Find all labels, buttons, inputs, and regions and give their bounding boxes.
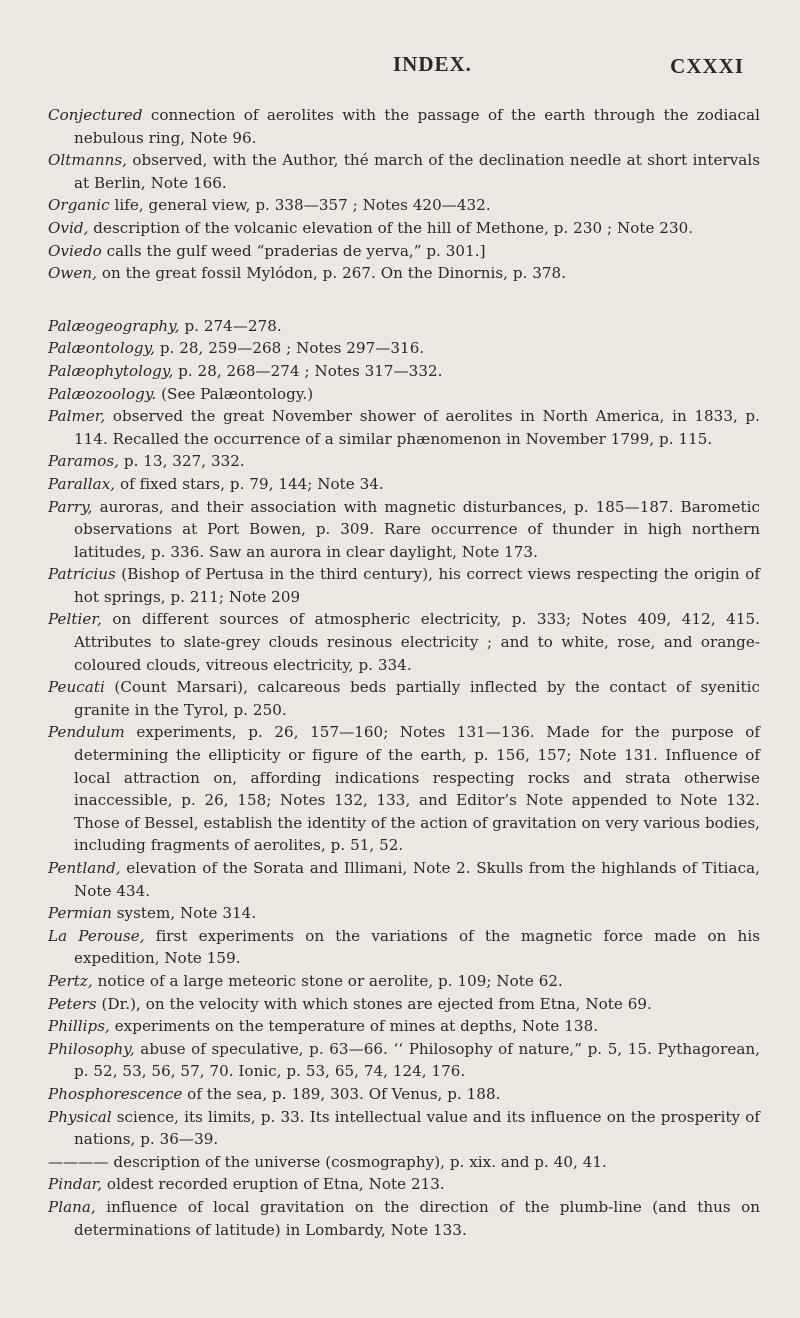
index-entry-heading: Pertz, (48, 971, 93, 990)
index-entry-heading: Pindar, (48, 1175, 103, 1194)
index-entry (48, 383, 760, 406)
index-entry (48, 993, 760, 1016)
index-entry-text: calls the gulf weed “praderias de yerva,” p. 301.] (101, 241, 486, 260)
index-entry-heading: Peucati (48, 678, 105, 697)
index-entry (48, 902, 760, 925)
index-entry-heading: Palæophytology, (48, 361, 174, 380)
index-entry-text: elevation of the Sorata and Illimani, Note 2. Skulls from the highlands of Titiaca, Note 434. (74, 859, 760, 900)
index-entry-heading: Ovid, (48, 218, 89, 237)
index-entry-text: (Count Marsari), calcareous beds partially inflected by the contact of syenitic granite in the Tyrol, p. 250. (74, 678, 760, 719)
index-entry-heading: Physical (48, 1107, 112, 1126)
index-entry-text: connection of aerolites with the passage of the earth through the zodiacal nebulous ring, Note 96. (74, 106, 760, 147)
index-group (48, 104, 760, 285)
index-entry-text: influence of local gravitation on the direction of the plumb-line (and thus on determinations of latitude) in Lombardy, Note 133. (74, 1197, 760, 1239)
index-entry (48, 857, 760, 902)
index-entry-text: system, Note 314. (111, 904, 257, 923)
index-entry-text: p. 28, 259—268 ; Notes 297—316. (155, 339, 425, 358)
index-entry (48, 1015, 760, 1038)
index-entries (48, 104, 760, 1241)
index-entry-heading: Peltier, (48, 610, 102, 629)
index-entry-heading: Owen, (48, 264, 97, 283)
index-entry (48, 104, 760, 149)
index-entry-heading: ———— (48, 1152, 109, 1171)
index-entry-text: (Bishop of Pertusa in the third century), his correct views respecting the origin of hot springs, p. 211; Note 209 (74, 565, 760, 606)
index-entry-text: on different sources of atmospheric electricity, p. 333; Notes 409, 412, 415. Attributes to slate-grey clouds resinous electricity ; and to white, rose, and orange-coloured clouds, vitreous electricity, p. 334. (74, 610, 760, 674)
index-entry (48, 1173, 760, 1196)
index-entry (48, 473, 760, 496)
index-entry-text: p. 28, 268—274 ; Notes 317—332. (173, 361, 443, 380)
index-entry-text: life, general view, p. 338—357 ; Notes 420—432. (109, 196, 491, 215)
page-number: CXXXI (670, 54, 744, 78)
index-entry-text: of the sea, p. 189, 303. Of Venus, p. 188. (182, 1084, 501, 1103)
index-entry-heading: Palmer, (48, 407, 106, 426)
index-entry-heading: Oviedo (48, 241, 102, 260)
index-entry-text: description of the volcanic elevation of the hill of Methone, p. 230 ; Note 230. (88, 218, 694, 237)
index-entry-text: description of the universe (cosmography), p. xix. and p. 40, 41. (108, 1152, 607, 1171)
index-entry-heading: Palæozoology. (48, 384, 157, 403)
index-entry-text: p. 13, 327, 332. (119, 452, 245, 471)
index-entry-heading: La Perouse, (48, 926, 145, 945)
index-entry (48, 1151, 760, 1174)
index-group (48, 315, 760, 1241)
index-entry (48, 315, 760, 338)
index-entry (48, 608, 760, 676)
index-entry-text: science, its limits, p. 33. Its intellectual value and its influence on the prosperity of nations, p. 36—39. (74, 1107, 760, 1149)
index-entry (48, 450, 760, 473)
index-entry-heading: Patricius (48, 565, 116, 584)
index-entry-text: abuse of speculative, p. 63—66. ‘‘ Philosophy of nature,” p. 5, 15. Pythagorean, p. 52, 53, 56, 57, 70. Ionic, p. 53, 65, 74, 124, 176. (74, 1039, 760, 1081)
index-entry-text: experiments, p. 26, 157—160; Notes 131—136. Made for the purpose of determining the ellipticity or figure of the earth, p. 156, 157; Note 131. Influence of local attraction on, affording indications respecting rocks and strata otherwise inaccessible, p. 26, 158; Notes 132, 133, and Editor’s Note appended to Note 132. Those of Bessel, establish the identity of the action of gravitation on very various bodies, including fragments of aerolites, p. 51, 52. (74, 723, 761, 855)
index-entry-heading: Plana, (48, 1197, 96, 1216)
index-entry-heading: Pendulum (48, 723, 125, 742)
index-entry-heading: Oltmanns, (48, 151, 128, 170)
index-entry-heading: Conjectured (48, 106, 143, 124)
index-entry-heading: Parry, (48, 497, 93, 516)
index-entry-text: oldest recorded eruption of Etna, Note 213. (102, 1175, 445, 1194)
index-entry-heading: Phosphorescence (48, 1084, 183, 1103)
index-entry-heading: Pentland, (48, 859, 121, 877)
index-entry (48, 925, 760, 970)
index-entry-text: observed, with the Author, thé march of the declination needle at short intervals at Berlin, Note 166. (74, 151, 760, 192)
index-entry-heading: Organic (48, 196, 110, 215)
index-entry (48, 360, 760, 383)
index-entry (48, 405, 760, 450)
index-entry (48, 970, 760, 993)
index-entry-heading: Palæogeography, (48, 316, 180, 335)
index-entry (48, 217, 760, 240)
index-entry-text: (See Palæontology.) (156, 384, 314, 403)
index-entry (48, 262, 760, 285)
index-entry-heading: Peters (48, 994, 97, 1013)
index-entry (48, 149, 760, 194)
index-entry (48, 194, 760, 217)
index-entry-text: p. 274—278. (179, 316, 282, 335)
index-entry (48, 1038, 760, 1083)
index-entry-heading: Phillips, (48, 1017, 110, 1036)
index-entry (48, 1083, 760, 1106)
index-entry (48, 563, 760, 608)
index-entry (48, 240, 760, 263)
index-entry (48, 337, 760, 360)
index-entry-heading: Paramos, (48, 452, 120, 471)
index-entry-text: on the great fossil Mylódon, p. 267. On the Dinornis, p. 378. (97, 264, 567, 283)
index-entry-text: notice of a large meteoric stone or aerolite, p. 109; Note 62. (92, 971, 563, 990)
index-entry-heading: Permian (48, 904, 112, 923)
index-entry-heading: Palæontology, (48, 339, 155, 358)
index-entry-text: (Dr.), on the velocity with which stones are ejected from Etna, Note 69. (96, 994, 652, 1013)
index-entry-text: auroras, and their association with magnetic disturbances, p. 185—187. Barometic observations at Port Bowen, p. 309. Rare occurrence of thunder in high northern latitudes, p. 336. Saw an aurora in clear daylight, Note 173. (74, 497, 760, 561)
running-head (48, 0, 744, 78)
index-entry-text: experiments on the temperature of mines at depths, Note 138. (109, 1017, 599, 1036)
index-entry (48, 496, 760, 564)
index-entry-text: observed the great November shower of aerolites in North America, in 1833, p. 114. Recalled the occurrence of a similar phænomenon in November 1799, p. 115. (74, 407, 760, 448)
index-entry (48, 721, 760, 857)
index-entry-text: of fixed stars, p. 79, 144; Note 34. (115, 474, 384, 493)
index-entry (48, 676, 760, 721)
index-entry-heading: Parallax, (48, 474, 116, 493)
index-entry-text: first experiments on the variations of the magnetic force made on his expedition, Note 159. (74, 926, 760, 968)
index-entry-heading: Philosophy, (48, 1039, 135, 1058)
page-title: INDEX. (393, 52, 472, 76)
index-entry (48, 1106, 760, 1151)
index-entry (48, 1196, 760, 1241)
